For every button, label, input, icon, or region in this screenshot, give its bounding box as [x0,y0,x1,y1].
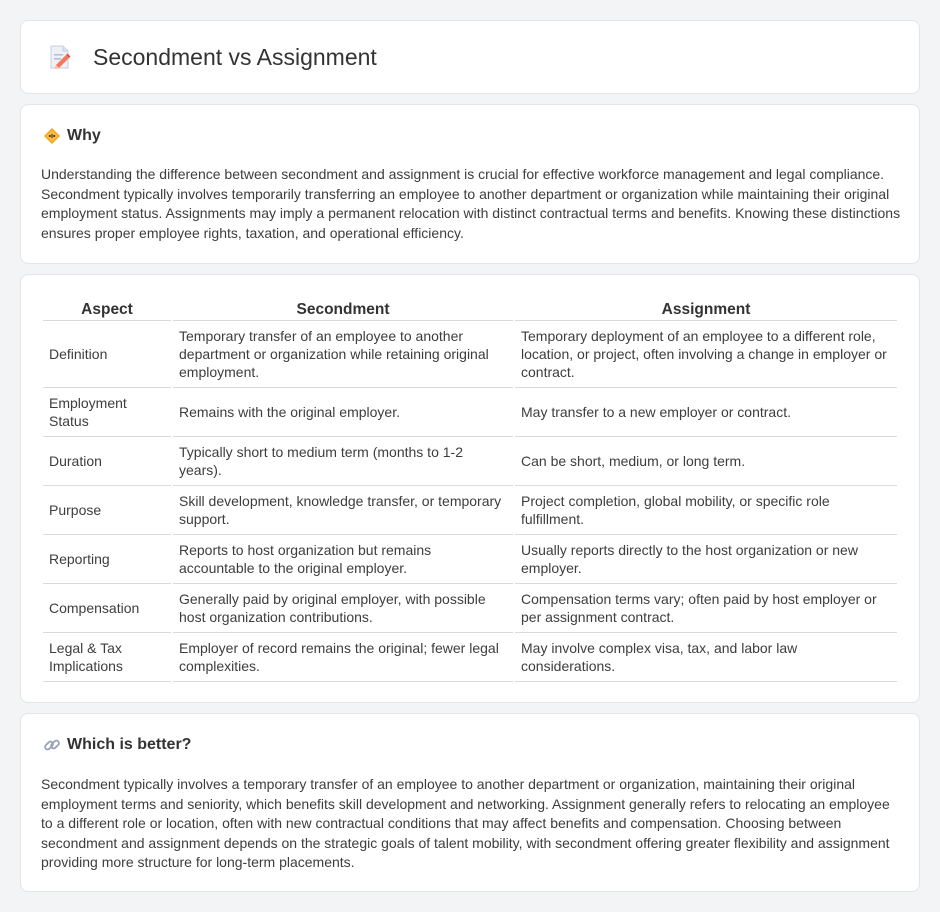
title-row [47,43,377,71]
comparison-table [41,295,899,682]
table-row [43,388,897,437]
which-better-section [20,713,920,892]
secondment-cell: Skill development, knowledge transfer, or temporary support. [173,486,513,535]
table-row [43,535,897,584]
table-row [43,584,897,633]
aspect-cell: Compensation [43,584,171,633]
aspect-cell: Reporting [43,535,171,584]
secondment-cell: Employer of record remains the original; fewer legal complexities. [173,633,513,682]
table-row [43,486,897,535]
secondment-cell: Typically short to medium term (months to 1-2 years). [173,437,513,486]
secondment-cell: Remains with the original employer. [173,388,513,437]
assignment-cell: Usually reports directly to the host organization or new employer. [515,535,897,584]
better-heading [43,736,191,754]
assignment-cell: Project completion, global mobility, or specific role fulfillment. [515,486,897,535]
why-title: Why [67,127,101,144]
page-title: Secondment vs Assignment [93,43,377,70]
better-text: Secondment typically involves a temporary transfer of an employee to another department or organization, maintaining their original employment terms and seniority, which benefits skill development and networking. Assignment generally refers to relocating an employee to a different role or location, often with new contractual conditions that may affect benefits and compensation. Choosing between secondment and assignment depends on the strategic goals of talent mobility, with secondment offering greater flexibility and assignment providing more structure for long-term placements. [41,776,890,870]
secondment-cell: Generally paid by original employer, with possible host organization contributions. [173,584,513,633]
diamond-warning-icon [43,127,61,145]
table-row [43,633,897,682]
aspect-cell: Definition [43,321,171,388]
aspect-cell: Duration [43,437,171,486]
why-heading [43,127,101,145]
comparison-table-card [20,274,920,703]
better-title: Which is better? [67,736,192,753]
why-text: Understanding the difference between secondment and assignment is crucial for effective workforce management and legal compliance. Secondment typically involves temporarily transferring an employee to another department or organization while maintaining their original employment status. Assignments may imply a permanent relocation with distinct contractual terms and benefits. Knowing these distinctions ensures proper employee rights, taxation, and operational efficiency. [41,166,901,241]
assignment-cell: May involve complex visa, tax, and labor law considerations. [515,633,897,682]
title-card [20,20,920,94]
why-section [20,104,920,264]
table-row [43,437,897,486]
assignment-cell: Can be short, medium, or long term. [515,437,897,486]
secondment-cell: Reports to host organization but remains accountable to the original employer. [173,535,513,584]
header-assignment: Assignment [515,295,897,321]
document-pencil-icon [47,43,73,71]
assignment-cell: May transfer to a new employer or contract. [515,388,897,437]
aspect-cell: Purpose [43,486,171,535]
assignment-cell: Compensation terms vary; often paid by host employer or per assignment contract. [515,584,897,633]
header-secondment: Secondment [173,295,513,321]
table-header-row [43,295,897,321]
header-aspect: Aspect [43,295,171,321]
link-icon [43,736,61,754]
aspect-cell: Legal & Tax Implications [43,633,171,682]
secondment-cell: Temporary transfer of an employee to another department or organization while retaining original employment. [173,321,513,388]
table-row [43,321,897,388]
assignment-cell: Temporary deployment of an employee to a different role, location, or project, often involving a change in employer or contract. [515,321,897,388]
aspect-cell: Employment Status [43,388,171,437]
